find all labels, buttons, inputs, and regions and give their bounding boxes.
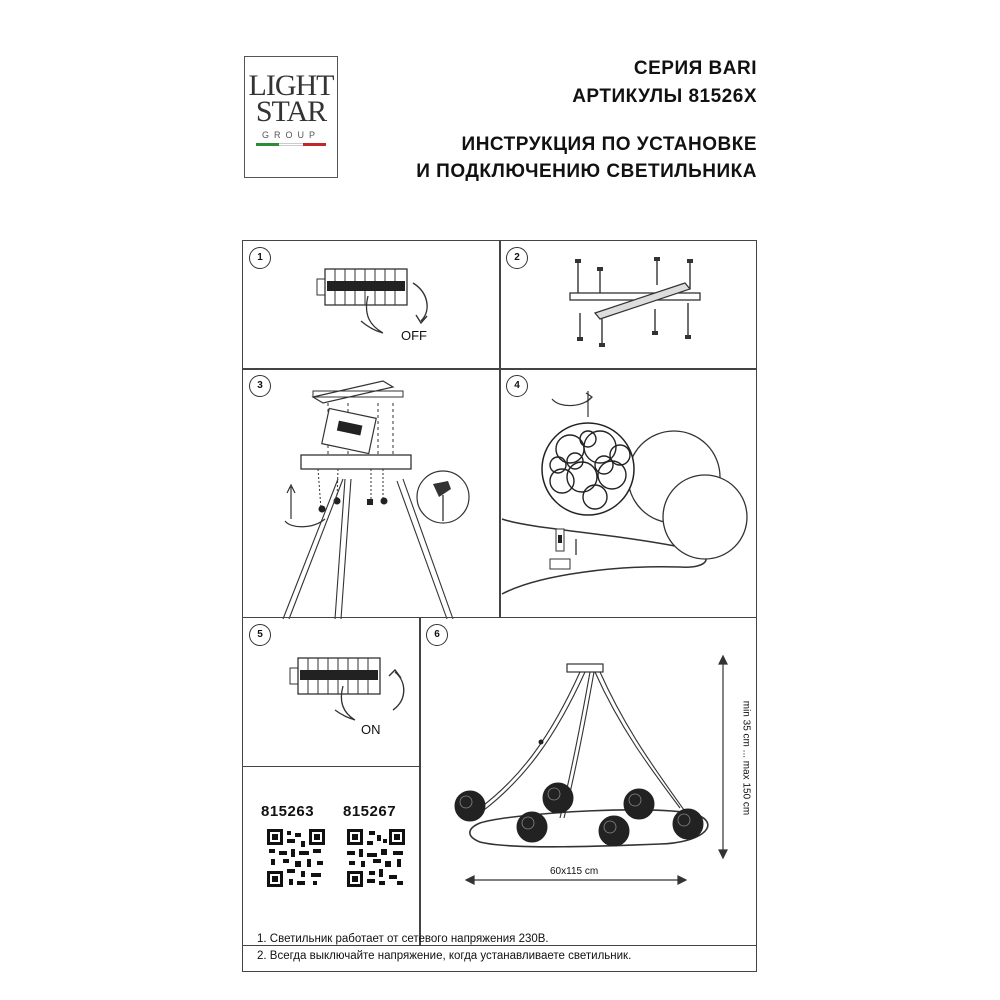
breaker-on-illustration bbox=[243, 618, 422, 768]
step-5-number: 5 bbox=[249, 624, 271, 646]
step-4-panel bbox=[499, 368, 757, 618]
logo-line-2: STAR bbox=[255, 95, 327, 128]
step-6-panel bbox=[419, 617, 757, 946]
qr-code-icon bbox=[347, 829, 405, 887]
brand-logo bbox=[244, 56, 338, 178]
logo-line-3: GROUP bbox=[261, 130, 320, 140]
off-label: OFF bbox=[401, 328, 427, 343]
breaker-off-illustration bbox=[243, 241, 502, 371]
step-6-number: 6 bbox=[426, 624, 448, 646]
width-dimension-label: 60x115 cm bbox=[550, 866, 599, 877]
mounting-bracket-illustration bbox=[500, 241, 758, 371]
note-2: 2. Всегда выключайте напряжение, когда устанавливаете светильник. bbox=[257, 950, 632, 962]
instruction-title-line-2: И ПОДКЛЮЧЕНИЮ СВЕТИЛЬНИКА bbox=[416, 161, 757, 182]
on-label: ON bbox=[361, 722, 381, 737]
assembled-chandelier-illustration bbox=[420, 618, 758, 947]
step-2-number: 2 bbox=[506, 247, 528, 269]
step-2-panel bbox=[499, 240, 757, 370]
height-dimension-label: min 35 cm ... max 150 cm bbox=[740, 700, 752, 816]
step-4-number: 4 bbox=[506, 375, 528, 397]
qr-code-icon bbox=[267, 829, 325, 887]
articles-title: АРТИКУЛЫ 81526X bbox=[572, 86, 757, 107]
product-codes-panel bbox=[242, 766, 421, 946]
shade-installation-illustration bbox=[500, 369, 758, 619]
step-3-panel bbox=[242, 368, 501, 618]
wiring-suspension-illustration bbox=[243, 369, 502, 619]
step-3-number: 3 bbox=[249, 375, 271, 397]
step-1-panel bbox=[242, 240, 501, 370]
product-code-2: 815267 bbox=[343, 803, 397, 820]
step-1-number: 1 bbox=[249, 247, 271, 269]
series-title: СЕРИЯ BARI bbox=[633, 58, 757, 79]
italian-flag-icon bbox=[256, 143, 326, 146]
note-1: 1. Светильник работает от сетевого напряжения 230В. bbox=[257, 933, 549, 945]
logo-line-1: LIGHT bbox=[248, 69, 334, 102]
step-5-panel bbox=[242, 617, 421, 767]
product-code-1: 815263 bbox=[261, 803, 315, 820]
instruction-title-line-1: ИНСТРУКЦИЯ ПО УСТАНОВКЕ bbox=[461, 134, 757, 155]
qr-codes bbox=[243, 767, 422, 947]
